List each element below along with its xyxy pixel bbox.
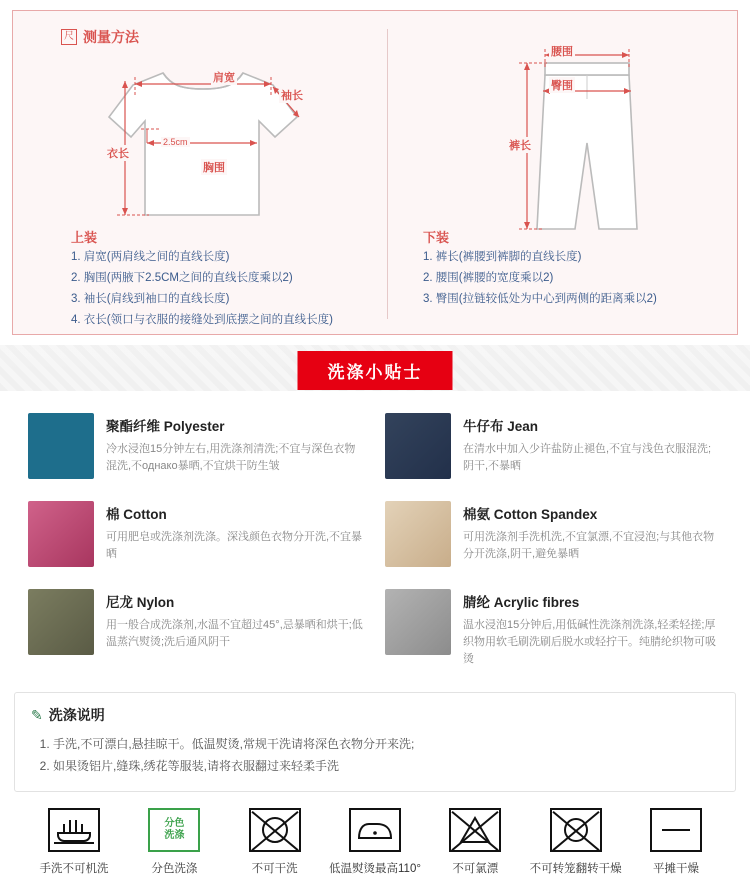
- list-item: 2. 如果烫铝片,缝珠,绣花等服装,请将衣服翻过来轻柔手洗: [53, 755, 719, 777]
- no-tumble-dry-icon: [550, 808, 602, 852]
- wash-tips-banner: [0, 345, 750, 391]
- label-waist: 腰围: [549, 43, 575, 59]
- list-item: 3. 袖长(肩线到袖口的直线长度): [71, 293, 230, 305]
- label-shoulder: 肩宽: [211, 69, 237, 85]
- measure-method-section: [12, 10, 738, 335]
- label-chest: 胸围: [201, 159, 227, 175]
- wash-tips-label: 洗涤小贴士: [298, 351, 453, 390]
- fabric-desc: 用一般合成洗涤剂,水温不宜超过45°,忌暴晒和烘干;低温蒸汽熨烫;洗后通风阴干: [106, 619, 363, 648]
- label-sleeve: 袖长: [279, 87, 305, 103]
- no-bleach-icon: [449, 808, 501, 852]
- wash-instructions-list: [35, 733, 719, 777]
- care-symbol-label: 低温熨烫最高110°: [329, 863, 421, 875]
- low-iron-icon: [349, 808, 401, 852]
- list-item: 1. 肩宽(两肩线之间的直线长度): [71, 251, 230, 263]
- fabric-desc: 可用洗涤剂手洗机洗,不宜氯漂,不宜浸泡;与其他衣物分开洗涤,阴干,避免暴晒: [463, 531, 715, 560]
- care-symbol-label: 不可干洗: [251, 863, 298, 875]
- fabric-desc: 冷水浸泡15分钟左右,用洗涤剂清洗;不宜与深色衣物混洗,不однако暴晒,不宜烘干防生皱: [106, 443, 356, 472]
- tshirt-diagram: [73, 51, 343, 231]
- care-symbol-row: [0, 792, 750, 886]
- list-item: 4. 衣长(领口与衣服的接缝处到底摆之间的直线长度): [71, 314, 333, 326]
- fabric-swatch-cotton: [28, 501, 94, 567]
- bottom-garment-heading: 下装: [423, 230, 450, 245]
- bottom-garment-list: [423, 247, 657, 310]
- fabric-desc: 可用肥皂或洗涤剂洗涤。深浅颜色衣物分开洗,不宜暴晒: [106, 531, 363, 560]
- care-symbol-label: 不可转笼翻转干燥: [529, 863, 622, 875]
- fabric-item: [375, 405, 732, 493]
- fabric-name: 腈纶 Acrylic fibres: [463, 595, 580, 610]
- fabric-text: [106, 501, 365, 563]
- list-item: 1. 手洗,不可漂白,悬挂晾干。低温熨烫,常规干洗请将深色衣物分开来洗;: [53, 733, 719, 755]
- separate-color-wash-icon: [148, 808, 200, 852]
- care-symbol-label: 分色洗涤: [151, 863, 198, 875]
- label-pant-length: 裤长: [507, 137, 533, 153]
- top-garment-list: [71, 247, 333, 331]
- fabric-item: [18, 493, 375, 581]
- bottom-garment-panel: [399, 29, 744, 324]
- top-garment-heading: 上装: [71, 230, 98, 245]
- wash-instructions-header: [31, 705, 719, 725]
- list-item: 2. 胸围(两腋下2.5CM之间的直线长度乘以2): [71, 272, 293, 284]
- fabric-text: [463, 589, 722, 668]
- fabric-text: [106, 413, 365, 475]
- fabric-name: 棉氨 Cotton Spandex: [463, 507, 598, 522]
- care-symbol: [26, 808, 122, 876]
- care-symbol: [427, 808, 523, 876]
- flat-dry-icon: [650, 808, 702, 852]
- care-symbol-label: 手洗不可机洗: [39, 863, 109, 875]
- wash-instructions-box: [14, 692, 736, 792]
- fabric-text: [463, 501, 722, 563]
- ruler-icon: 尺: [61, 29, 77, 45]
- care-symbol-label: 平摊干燥: [652, 863, 699, 875]
- fabric-item: [375, 493, 732, 581]
- list-item: 1. 裤长(裤腰到裤脚的直线长度): [423, 251, 582, 263]
- wash-instructions-title: 洗涤说明: [48, 707, 105, 723]
- care-symbol: [227, 808, 323, 876]
- fabric-care-grid: [0, 391, 750, 688]
- fabric-swatch-nylon: [28, 589, 94, 655]
- measure-title-text: 测量方法: [83, 29, 139, 45]
- label-hip: 臀围: [549, 77, 575, 93]
- fabric-item: [18, 581, 375, 682]
- fabric-name: 聚酯纤维 Polyester: [106, 419, 225, 434]
- fabric-item: [375, 581, 732, 682]
- list-item: 2. 腰围(裤腰的宽度乘以2): [423, 272, 554, 284]
- care-symbol: [528, 808, 624, 876]
- fabric-desc: 温水浸泡15分钟后,用低碱性洗涤剂洗涤,轻柔轻搓;厚织物用软毛刷洗刷后脱水或轻拧干。纯腈纶织物可吸烫: [463, 619, 716, 665]
- fabric-desc: 在清水中加入少许盐防止褪色,不宜与浅色衣服混洗;阴干,不暴晒: [463, 443, 712, 472]
- care-symbol-label: 不可氯漂: [452, 863, 499, 875]
- care-symbol: [327, 808, 423, 876]
- pen-icon: ✎: [31, 706, 43, 723]
- hand-wash-no-machine-icon: [48, 808, 100, 852]
- section-divider: [387, 29, 388, 319]
- care-symbol: [126, 808, 222, 876]
- care-symbol-glyph-text: 分色 洗涤: [164, 818, 185, 841]
- fabric-text: [463, 413, 722, 475]
- fabric-swatch-acrylic: [385, 589, 451, 655]
- label-length: 衣长: [105, 145, 131, 161]
- list-item: 3. 臀围(拉链较低处为中心到两侧的距离乘以2): [423, 293, 657, 305]
- no-dry-clean-icon: [249, 808, 301, 852]
- fabric-name: 棉 Cotton: [106, 507, 167, 522]
- top-garment-panel: [33, 29, 383, 324]
- fabric-name: 尼龙 Nylon: [106, 595, 175, 610]
- fabric-swatch-polyester: [28, 413, 94, 479]
- fabric-swatch-cotton-spandex: [385, 501, 451, 567]
- fabric-item: [18, 405, 375, 493]
- fabric-name: 牛仔布 Jean: [463, 419, 539, 434]
- fabric-swatch-jean: [385, 413, 451, 479]
- fabric-text: [106, 589, 365, 651]
- care-symbol: [628, 808, 724, 876]
- label-chest-offset: 2.5cm: [163, 137, 188, 147]
